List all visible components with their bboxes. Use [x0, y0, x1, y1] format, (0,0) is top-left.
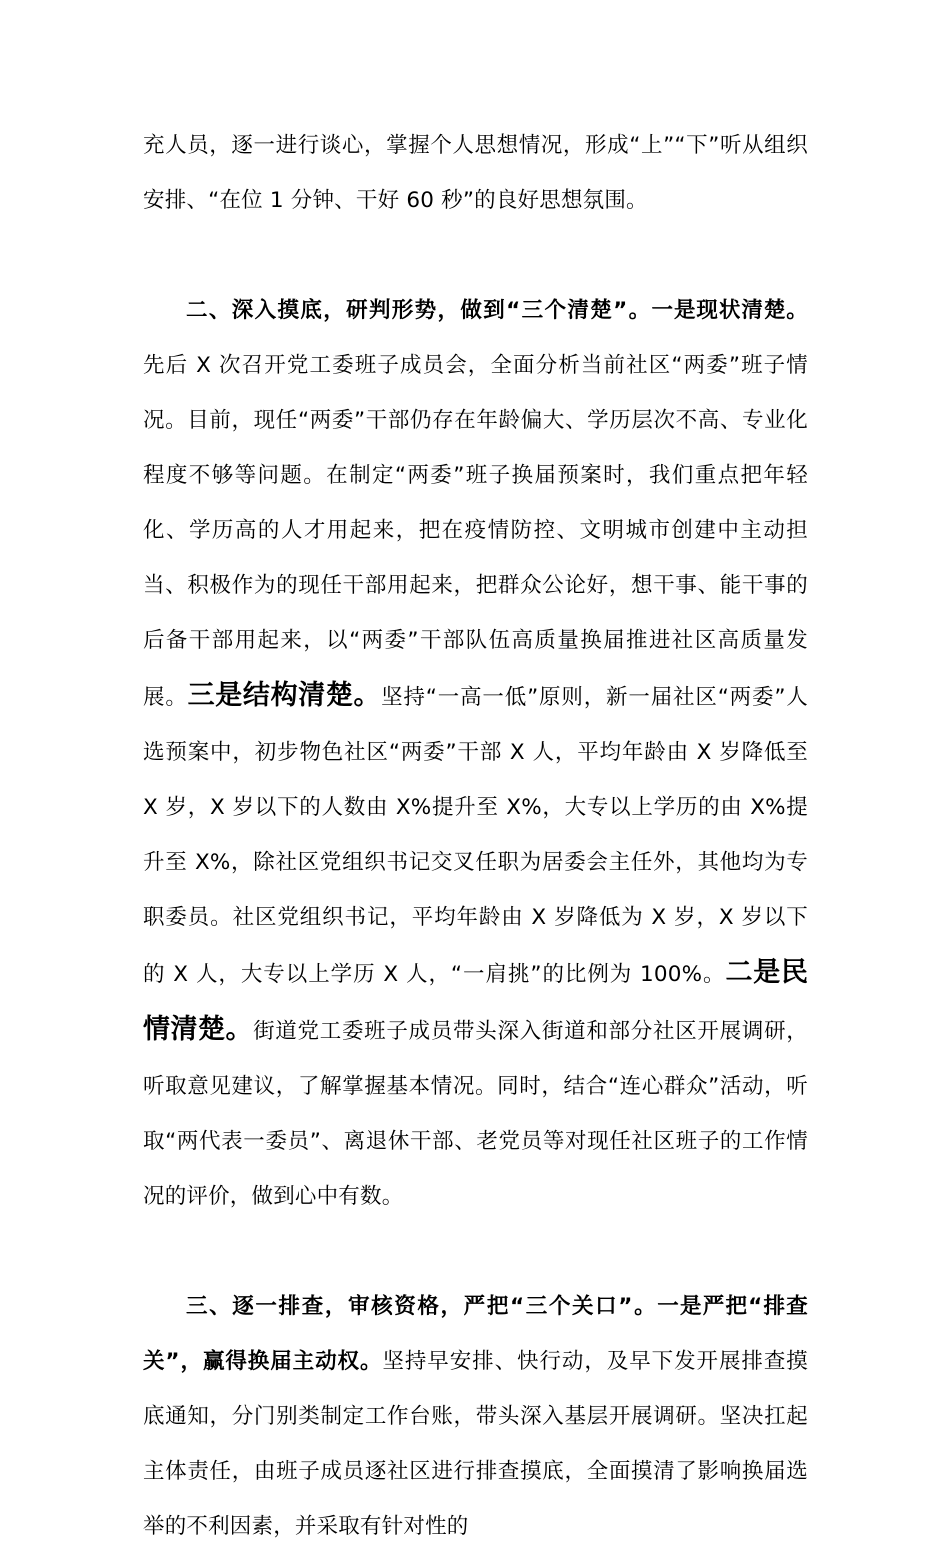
- section-two-point-two-text: 街道党工委班子成员带头深入街道和部分社区开展调研，听取意见建议，了解掌握基本情况。同时，结合“连心群众”活动，听取“两代表一委员”、离退休干部、老党员等对现任社区班子的工作情况的评价，做到心中有数。: [143, 1019, 808, 1209]
- text-run-continuation: 充人员，逐一进行谈心，掌握个人思想情况，形成“上”“下”听从组织安排、“在位 1 分钟、干好 60 秒”的良好思想氛围。: [143, 133, 808, 213]
- paragraph-continuation: [143, 118, 808, 228]
- section-three-point-one-label: 一是严把“排查关”，赢得换届主动权。: [143, 1294, 808, 1374]
- section-two-point-three-text: 坚持“一高一低”原则，新一届社区“两委”人选预案中，初步物色社区“两委”干部 X 人，平均年龄由 X 岁降低至 X 岁，X 岁以下的人数由 X%提升至 X%，大专以上学历的由 X%提升至 X%，除社区党组织书记交叉任职为居委会主任外，其他均为专职委员。社区党组织书记，平均年龄由 X 岁降低为 X 岁，X 岁以下的 X 人，大专以上学历 X 人，“一肩挑”的比例为 100%。: [143, 685, 809, 987]
- section-two-heading: 二、深入摸底，研判形势，做到“三个清楚”。: [186, 298, 652, 323]
- paragraph-section-two: [143, 283, 808, 1224]
- document-body: [143, 118, 808, 1554]
- section-two-point-one-text: 先后 X 次召开党工委班子成员会，全面分析当前社区“两委”班子情况。目前，现任“两委”干部仍存在年龄偏大、学历层次不高、专业化程度不够等问题。在制定“两委”班子换届预案时，我们重点把年轻化、学历高的人才用起来，把在疫情防控、文明城市创建中主动担当、积极作为的现任干部用起来，把群众公论好，想干事、能干事的后备干部用起来，以“两委”干部队伍高质量换届推进社区高质量发展。: [143, 353, 808, 710]
- section-three-point-one-text: 坚持早安排、快行动，及早下发开展排查摸底通知，分门别类制定工作台账，带头深入基层开展调研。坚决扛起主体责任，由班子成员逐社区进行排查摸底，全面摸清了影响换届选举的不利因素，并采取有针对性的: [143, 1349, 808, 1539]
- section-two-point-three-label: 三是结构清楚。: [187, 680, 382, 711]
- section-two-point-one-label: 一是现状清楚。: [651, 298, 808, 323]
- section-two-point-two-label: 二是民情清楚。: [143, 957, 808, 1045]
- section-three-heading: 三、逐一排查，审核资格，严把“三个关口”。: [186, 1294, 658, 1319]
- paragraph-section-three: [143, 1279, 808, 1554]
